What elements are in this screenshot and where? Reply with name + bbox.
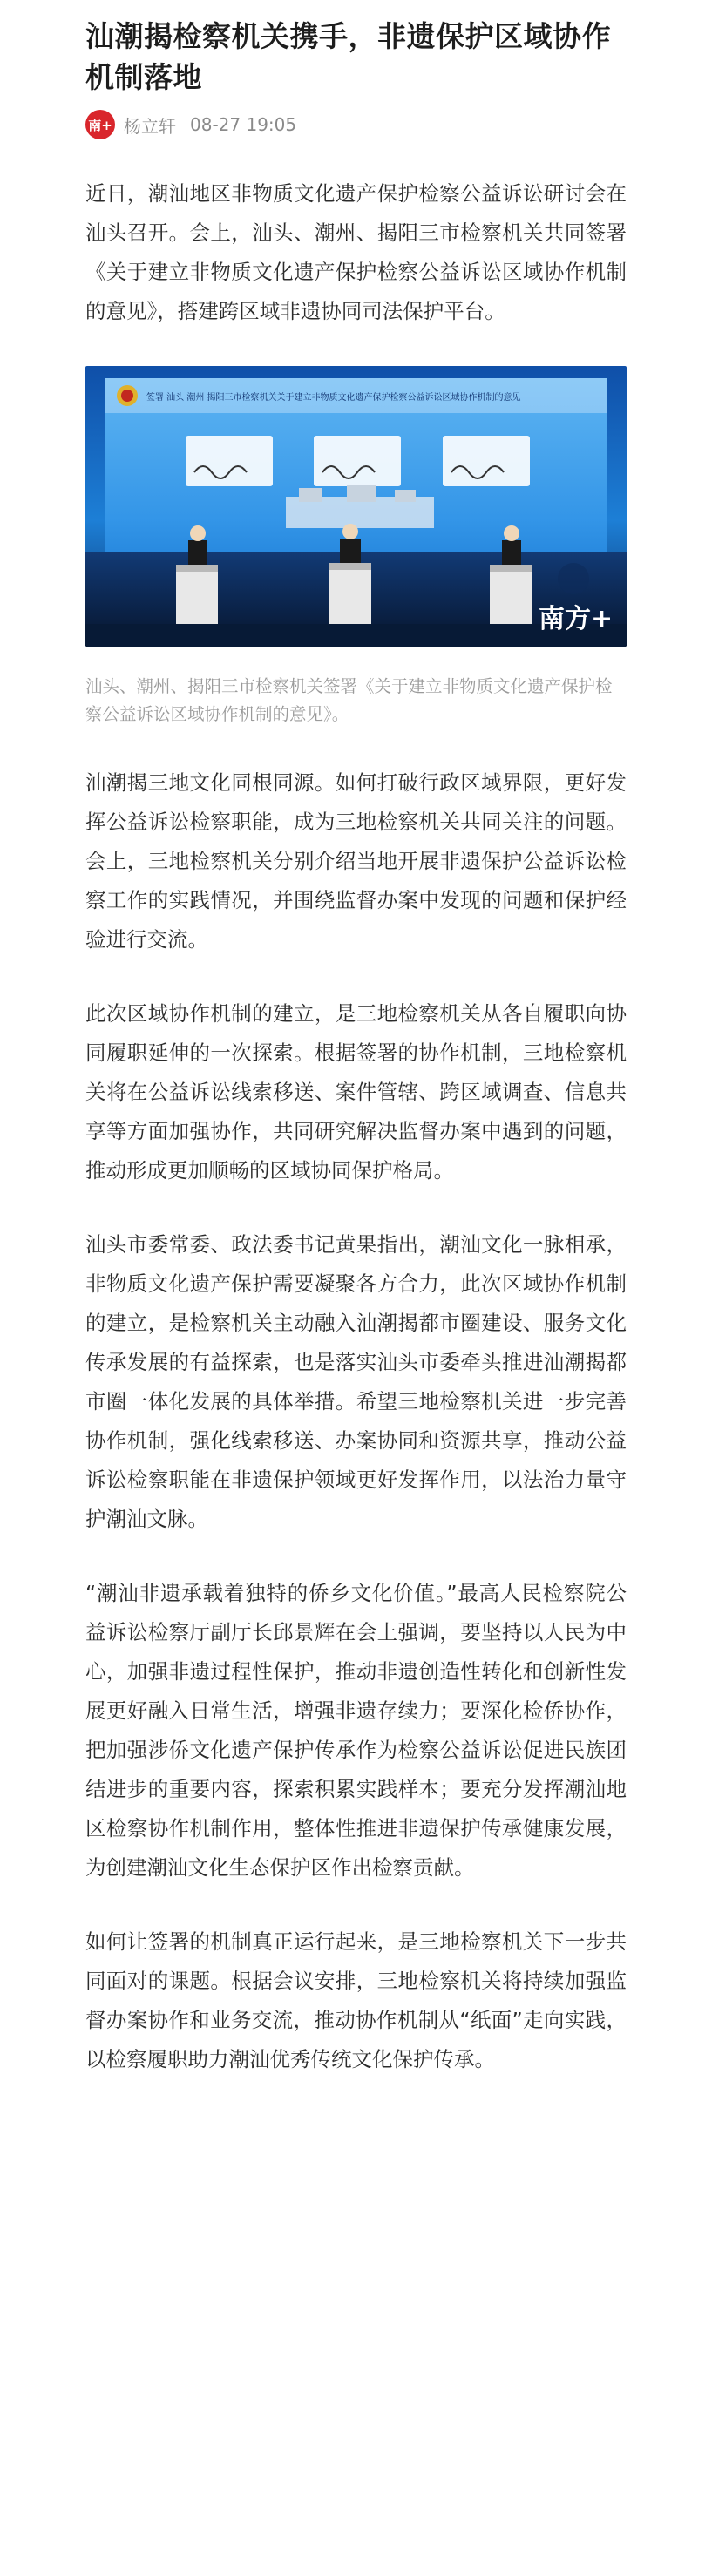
publish-time: 08-27 19:05 <box>190 114 297 135</box>
article-page <box>0 16 712 2576</box>
signing-ceremony-image <box>85 366 627 647</box>
byline <box>85 110 627 139</box>
paragraph-1: 近日，潮汕地区非物质文化遗产保护检察公益诉讼研讨会在汕头召开。会上，汕头、潮州、揭阳三市检察机关共同签署《关于建立非物质文化遗产保护检察公益诉讼区域协作机制的意见》，搭建跨区域非遗协同司法保护平台。 <box>85 181 627 323</box>
paragraph-6: 如何让签署的机制真正运行起来，是三地检察机关下一步共同面对的课题。根据会议安排，三地检察机关将持续加强监督办案协作和业务交流，推动协作机制从“纸面”走向实践，以检察履职助力潮汕优秀传统文化保护传承。 <box>85 1929 627 2071</box>
paragraph-5: “潮汕非遗承载着独特的侨乡文化价值。”最高人民检察院公益诉讼检察厅副厅长邱景辉在会上强调，要坚持以人民为中心，加强非遗过程性保护，推动非遗创造性转化和创新性发展更好融入日常生活，增强非遗存续力；要深化检侨协作，把加强涉侨文化遗产保护传承作为检察公益诉讼促进民族团结进步的重要内容，探索积累实践样本；要充分发挥潮汕地区检察协作机制作用，整体性推进非遗保护传承健康发展，为创建潮汕文化生态保护区作出检察贡献。 <box>85 1581 627 1880</box>
source-logo-avatar[interactable]: 南+ <box>85 110 115 139</box>
paragraph-3: 此次区域协作机制的建立，是三地检察机关从各自履职向协同履职延伸的一次探索。根据签署的协作机制，三地检察机关将在公益诉讼线索移送、案件管辖、跨区域调查、信息共享等方面加强协作，共同研究解决监督办案中遇到的问题，推动形成更加顺畅的区域协同保护格局。 <box>85 1001 627 1183</box>
photo-caption: 汕头、潮州、揭阳三市检察机关签署《关于建立非物质文化遗产保护检察公益诉讼区域协作机制的意见》。 <box>85 676 613 724</box>
article-photo[interactable] <box>85 366 627 647</box>
paragraph-4: 汕头市委常委、政法委书记黄果指出，潮汕文化一脉相承，非物质文化遗产保护需要凝聚各方合力，此次区域协作机制的建立，是检察机关主动融入汕潮揭都市圈建设、服务文化传承发展的有益探索，也是落实汕头市委牵头推进汕潮揭都市圈一体化发展的具体举措。希望三地检察机关进一步完善协作机制，强化线索移送、办案协同和资源共享，推动公益诉讼检察职能在非遗保护领域更好发挥作用，以法治力量守护潮汕文脉。 <box>85 1232 627 1531</box>
photo-watermark: 南方+ <box>539 604 614 634</box>
author-name[interactable]: 杨立轩 <box>124 115 176 137</box>
paragraph-2: 汕潮揭三地文化同根同源。如何打破行政区域界限，更好发挥公益诉讼检察职能，成为三地检察机关共同关注的问题。会上，三地检察机关分别介绍当地开展非遗保护公益诉讼检察工作的实践情况，并围绕监督办案中发现的问题和保护经验进行交流。 <box>85 770 627 952</box>
article-title: 汕潮揭检察机关携手，非遗保护区域协作机制落地 <box>85 19 611 94</box>
photo-banner-text: 签署 汕头 潮州 揭阳三市检察机关关于建立非物质文化遗产保护检察公益诉讼区域协作机制的意见 <box>146 393 521 403</box>
